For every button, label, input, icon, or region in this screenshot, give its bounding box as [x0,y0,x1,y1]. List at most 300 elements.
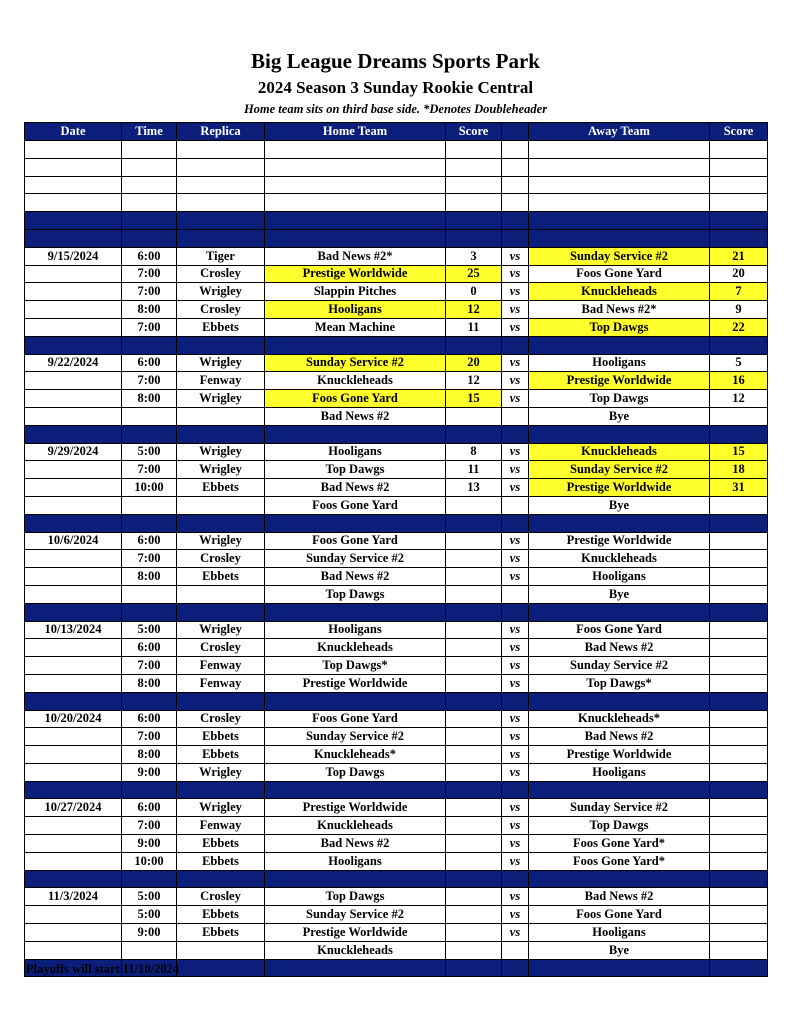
cell-home-score [446,568,502,586]
cell-away-team [529,870,710,888]
cell-time: 7:00 [122,283,177,301]
cell-away-team: Bye [529,585,710,603]
cell-vs [502,194,529,212]
cell-home-score [446,746,502,764]
cell-replica [177,585,265,603]
cell-away-score [710,674,768,692]
cell-home-score [446,603,502,621]
blank-row [25,194,768,212]
cell-away-score [710,514,768,532]
page-title: Big League Dreams Sports Park [251,49,540,73]
cell-vs: vs [502,461,529,479]
cell-replica: Fenway [177,657,265,675]
cell-time: 7:00 [122,550,177,568]
cell-home-score [446,532,502,550]
cell-home-score: 13 [446,479,502,497]
cell-replica: Fenway [177,372,265,390]
cell-away-score [710,603,768,621]
cell-home-score: 0 [446,283,502,301]
cell-away-team: Hooligans [529,763,710,781]
cell-replica [177,692,265,710]
cell-away-team: Top Dawgs [529,318,710,336]
cell-away-team: Bye [529,941,710,959]
table-row [25,728,768,746]
cell-away-score [710,781,768,799]
cell-home-team: Knuckleheads [265,941,446,959]
cell-time: 5:00 [122,443,177,461]
cell-home-score [446,657,502,675]
cell-time [122,496,177,514]
cell-replica [177,141,265,159]
cell-replica: Fenway [177,817,265,835]
cell-home-team: Top Dawgs* [265,657,446,675]
cell-away-team: Knuckleheads [529,283,710,301]
column-header-home-score: Score [446,123,502,141]
cell-away-team: Sunday Service #2 [529,461,710,479]
cell-replica [177,941,265,959]
cell-away-team: Hooligans [529,354,710,372]
cell-date [25,301,122,319]
cell-time: 5:00 [122,906,177,924]
cell-away-score [710,692,768,710]
table-row [25,407,768,425]
cell-home-score [446,710,502,728]
table-row [25,283,768,301]
cell-time [122,514,177,532]
schedule-note: Home team sits on third base side. *Denotes Doubleheader [243,102,548,116]
blank-row [25,176,768,194]
table-row [25,746,768,764]
table-row [25,585,768,603]
cell-home-team [265,229,446,247]
cell-vs: vs [502,817,529,835]
cell-time [122,176,177,194]
cell-vs: vs [502,906,529,924]
cell-time [122,212,177,230]
table-row [25,852,768,870]
cell-home-team: Knuckleheads [265,639,446,657]
cell-vs: vs [502,763,529,781]
cell-away-score [710,425,768,443]
cell-away-team: Foos Gone Yard [529,265,710,283]
cell-away-team: Top Dawgs* [529,674,710,692]
cell-away-score: 20 [710,265,768,283]
cell-vs [502,407,529,425]
cell-vs [502,425,529,443]
cell-away-score: 18 [710,461,768,479]
cell-home-score [446,514,502,532]
cell-away-score [710,799,768,817]
cell-time [122,194,177,212]
cell-away-score: 15 [710,443,768,461]
table-row [25,621,768,639]
cell-home-score: 12 [446,372,502,390]
cell-home-score [446,852,502,870]
cell-replica: Crosley [177,710,265,728]
cell-date [25,372,122,390]
cell-home-team: Top Dawgs [265,461,446,479]
cell-away-score [710,229,768,247]
cell-home-team: Foos Gone Yard [265,710,446,728]
column-header-home-team: Home Team [265,123,446,141]
cell-home-score [446,835,502,853]
table-row [25,710,768,728]
cell-home-score [446,407,502,425]
cell-vs: vs [502,550,529,568]
cell-home-score [446,888,502,906]
cell-date [25,496,122,514]
cell-home-team: Top Dawgs [265,888,446,906]
table-row [25,639,768,657]
cell-vs [502,603,529,621]
cell-away-score [710,728,768,746]
cell-vs: vs [502,301,529,319]
cell-home-score [446,674,502,692]
cell-home-team: Sunday Service #2 [265,550,446,568]
cell-home-team: Knuckleheads* [265,746,446,764]
cell-replica [177,781,265,799]
cell-replica: Crosley [177,265,265,283]
cell-home-team: Hooligans [265,621,446,639]
cell-date [25,924,122,942]
cell-home-team: Sunday Service #2 [265,354,446,372]
cell-home-score [446,194,502,212]
cell-time: 8:00 [122,746,177,764]
cell-replica: Ebbets [177,835,265,853]
table-row [25,372,768,390]
cell-away-team: Sunday Service #2 [529,799,710,817]
cell-away-score [710,852,768,870]
cell-replica: Wrigley [177,532,265,550]
cell-away-score [710,176,768,194]
cell-home-team: Sunday Service #2 [265,728,446,746]
cell-home-score [446,158,502,176]
cell-vs: vs [502,852,529,870]
column-header-replica: Replica [177,123,265,141]
cell-home-score [446,959,502,977]
table-row [25,496,768,514]
schedule-body [25,141,768,977]
cell-home-team [265,336,446,354]
week-separator-row [25,212,768,230]
table-row [25,924,768,942]
cell-date [25,390,122,408]
cell-away-score [710,158,768,176]
cell-home-team [265,603,446,621]
cell-home-score: 11 [446,318,502,336]
cell-home-score [446,176,502,194]
cell-away-score [710,550,768,568]
cell-replica: Ebbets [177,924,265,942]
cell-vs [502,692,529,710]
column-header-time: Time [122,123,177,141]
cell-date [25,852,122,870]
cell-home-team: Prestige Worldwide [265,924,446,942]
cell-away-score: 21 [710,247,768,265]
cell-date [25,194,122,212]
cell-away-team: Prestige Worldwide [529,479,710,497]
cell-date [25,674,122,692]
cell-home-team: Top Dawgs [265,763,446,781]
cell-away-team [529,194,710,212]
cell-away-score [710,141,768,159]
column-header-date: Date [25,123,122,141]
cell-replica [177,496,265,514]
cell-vs: vs [502,710,529,728]
cell-vs [502,959,529,977]
cell-away-score [710,924,768,942]
cell-home-score [446,870,502,888]
cell-vs: vs [502,479,529,497]
cell-vs [502,870,529,888]
cell-home-team [265,959,446,977]
cell-away-team: Knuckleheads [529,443,710,461]
cell-home-score [446,212,502,230]
cell-home-team: Prestige Worldwide [265,799,446,817]
cell-date [25,870,122,888]
cell-time: 5:00 [122,888,177,906]
cell-replica [177,194,265,212]
cell-away-team: Foos Gone Yard* [529,852,710,870]
cell-away-team: Hooligans [529,568,710,586]
cell-away-team [529,176,710,194]
cell-date: 9/15/2024 [25,247,122,265]
cell-home-score [446,585,502,603]
cell-time: 7:00 [122,657,177,675]
schedule-table [24,122,768,977]
cell-date [25,336,122,354]
cell-home-team: Bad News #2 [265,407,446,425]
cell-home-score [446,550,502,568]
cell-date: 11/3/2024 [25,888,122,906]
cell-home-score [446,692,502,710]
cell-vs: vs [502,568,529,586]
cell-away-score [710,941,768,959]
cell-away-score [710,906,768,924]
cell-away-team [529,425,710,443]
table-row [25,568,768,586]
cell-home-team [265,692,446,710]
cell-away-team [529,229,710,247]
cell-away-score [710,959,768,977]
cell-home-team: Knuckleheads [265,817,446,835]
cell-home-score [446,621,502,639]
cell-away-team [529,212,710,230]
cell-home-team: Hooligans [265,852,446,870]
cell-vs: vs [502,835,529,853]
cell-home-team [265,425,446,443]
cell-replica [177,870,265,888]
cell-away-score [710,336,768,354]
cell-date: 9/29/2024 [25,443,122,461]
cell-home-team: Slappin Pitches [265,283,446,301]
cell-home-score [446,229,502,247]
cell-time [122,870,177,888]
cell-replica: Ebbets [177,479,265,497]
cell-away-team: Bad News #2 [529,888,710,906]
cell-time [122,407,177,425]
cell-replica [177,158,265,176]
week-separator-row [25,229,768,247]
cell-vs: vs [502,621,529,639]
cell-away-score [710,763,768,781]
cell-replica: Wrigley [177,621,265,639]
cell-date [25,639,122,657]
cell-away-team: Prestige Worldwide [529,746,710,764]
cell-date [25,657,122,675]
cell-vs: vs [502,924,529,942]
cell-date [25,763,122,781]
cell-date [25,906,122,924]
cell-date [25,176,122,194]
cell-away-score [710,639,768,657]
week-separator-row [25,425,768,443]
cell-home-team: Bad News #2 [265,479,446,497]
cell-replica [177,176,265,194]
cell-home-score [446,763,502,781]
cell-date [25,229,122,247]
cell-home-score: 12 [446,301,502,319]
cell-vs [502,514,529,532]
cell-time: 9:00 [122,763,177,781]
cell-home-score [446,781,502,799]
table-row [25,657,768,675]
cell-away-team: Foos Gone Yard [529,906,710,924]
cell-time: 7:00 [122,318,177,336]
cell-time: 8:00 [122,301,177,319]
cell-time: 7:00 [122,728,177,746]
cell-time: 7:00 [122,461,177,479]
cell-time: 8:00 [122,390,177,408]
cell-vs: vs [502,639,529,657]
week-separator-row [25,514,768,532]
column-header-away-score: Score [710,123,768,141]
cell-home-team: Hooligans [265,443,446,461]
cell-home-team [265,212,446,230]
week-separator-row [25,870,768,888]
cell-away-score [710,585,768,603]
cell-date [25,728,122,746]
cell-home-team: Foos Gone Yard [265,532,446,550]
cell-time [122,141,177,159]
cell-time [122,158,177,176]
cell-vs: vs [502,746,529,764]
cell-date [25,158,122,176]
cell-replica: Wrigley [177,461,265,479]
playoffs-note: Playoffs will start 11/10/2024 [26,962,180,976]
cell-home-team: Prestige Worldwide [265,265,446,283]
cell-date [25,835,122,853]
cell-time [122,229,177,247]
cell-home-score [446,924,502,942]
cell-time: 10:00 [122,852,177,870]
cell-home-team [265,176,446,194]
cell-home-team: Top Dawgs [265,585,446,603]
cell-time: 6:00 [122,247,177,265]
cell-home-team [265,141,446,159]
cell-time [122,336,177,354]
week-separator-row [25,336,768,354]
cell-home-score [446,496,502,514]
cell-replica [177,336,265,354]
cell-vs: vs [502,799,529,817]
cell-date [25,461,122,479]
week-separator-row [25,603,768,621]
blank-row [25,141,768,159]
cell-away-team: Bye [529,496,710,514]
cell-home-score [446,425,502,443]
cell-date [25,318,122,336]
cell-date [25,941,122,959]
cell-date: 9/22/2024 [25,354,122,372]
cell-date [25,479,122,497]
cell-replica [177,212,265,230]
cell-date [25,283,122,301]
table-row [25,763,768,781]
cell-away-score [710,194,768,212]
cell-away-team [529,959,710,977]
cell-replica: Fenway [177,674,265,692]
cell-time: 9:00 [122,924,177,942]
table-row [25,817,768,835]
cell-away-team: Foos Gone Yard* [529,835,710,853]
cell-time [122,603,177,621]
table-row [25,674,768,692]
cell-time: 10:00 [122,479,177,497]
cell-away-score [710,212,768,230]
cell-vs: vs [502,283,529,301]
cell-replica: Wrigley [177,390,265,408]
cell-away-team [529,158,710,176]
cell-vs [502,781,529,799]
cell-date: 10/13/2024 [25,621,122,639]
cell-away-team [529,141,710,159]
cell-away-team: Knuckleheads [529,550,710,568]
cell-away-team: Prestige Worldwide [529,372,710,390]
cell-home-score: 8 [446,443,502,461]
cell-time: 7:00 [122,265,177,283]
cell-replica [177,959,265,977]
cell-vs: vs [502,372,529,390]
cell-home-score: 25 [446,265,502,283]
table-row [25,479,768,497]
table-row [25,906,768,924]
cell-vs: vs [502,318,529,336]
cell-away-score: 9 [710,301,768,319]
cell-replica: Crosley [177,639,265,657]
cell-date: 10/6/2024 [25,532,122,550]
cell-away-score: 22 [710,318,768,336]
cell-vs [502,176,529,194]
cell-time [122,425,177,443]
cell-date [25,746,122,764]
cell-vs [502,941,529,959]
cell-date [25,141,122,159]
cell-away-score [710,888,768,906]
cell-home-team: Sunday Service #2 [265,906,446,924]
cell-replica: Wrigley [177,763,265,781]
cell-time: 6:00 [122,354,177,372]
table-row [25,835,768,853]
cell-time [122,781,177,799]
cell-date [25,585,122,603]
week-separator-row [25,692,768,710]
cell-date [25,425,122,443]
cell-away-team: Top Dawgs [529,817,710,835]
cell-away-team: Hooligans [529,924,710,942]
cell-replica: Crosley [177,888,265,906]
cell-away-score: 16 [710,372,768,390]
